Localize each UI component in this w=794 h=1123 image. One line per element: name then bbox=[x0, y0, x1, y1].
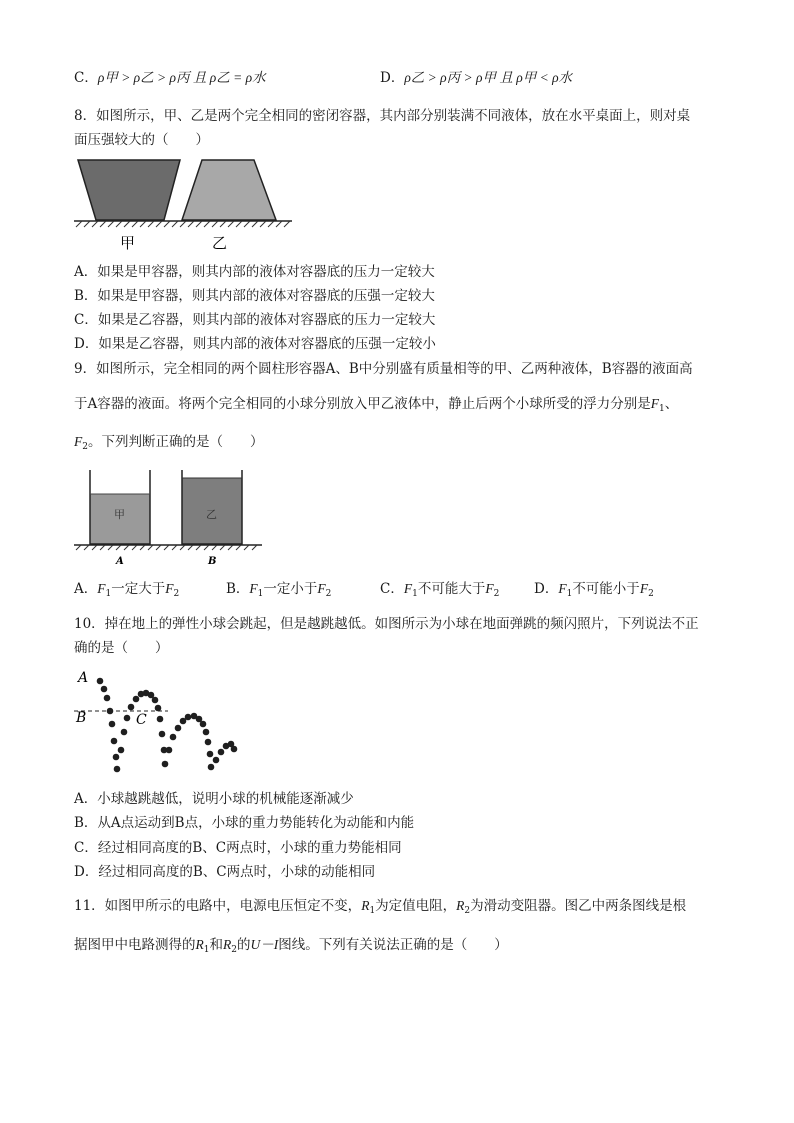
q11-stem-line1-a: 11．如图甲所示的电路中，电源电压恒定不变， bbox=[74, 898, 362, 914]
q9-var-f1: F bbox=[650, 396, 659, 411]
q11-var-r2-sub: 2 bbox=[464, 906, 471, 916]
q11-stem-line1 bbox=[74, 896, 686, 921]
q11-stem-line2-b: 图线。下列有关说法正确的是（ ） bbox=[278, 937, 508, 953]
q9-option-d-sub2: 2 bbox=[648, 589, 654, 599]
q9-stem-line2-text: 于A容器的液面。将两个完全相同的小球分别放入甲乙液体中，静止后两个小球所受的浮力分别是 bbox=[74, 396, 651, 412]
q9-option-d-letter: D． bbox=[534, 581, 559, 597]
q9-var-f2: F bbox=[74, 434, 83, 449]
container-label-b: B bbox=[208, 556, 217, 567]
q9-stem-line1: 9．如图所示，完全相同的两个圆柱形容器A、B中分别盛有质量相等的甲、乙两种液体，B容器的液面高 bbox=[74, 361, 693, 377]
q10-figure bbox=[74, 664, 244, 778]
q7-option-d-letter: D． bbox=[380, 70, 405, 86]
point-label-c: C bbox=[136, 712, 147, 728]
q9-option-a[interactable] bbox=[74, 579, 179, 604]
q10-option-b[interactable]: B．从A点运动到B点，小球的重力势能转化为动能和内能 bbox=[74, 815, 415, 831]
q9-option-a-var2: F bbox=[165, 581, 174, 596]
q11-line2-r1-sub: 1 bbox=[203, 945, 210, 955]
q10-stem-line2: 确的是（ ） bbox=[74, 640, 169, 656]
q9-option-b-sub2: 2 bbox=[325, 589, 332, 599]
point-label-b: B bbox=[76, 710, 87, 726]
q8-figure bbox=[74, 156, 294, 256]
q11-var-r2: R bbox=[456, 898, 465, 913]
q9-option-d-var1: F bbox=[558, 581, 567, 596]
q11-line2-and: 和 bbox=[209, 937, 223, 953]
q9-option-c-sub2: 2 bbox=[493, 589, 500, 599]
q8-stem-line2: 面压强较大的（ ） bbox=[74, 132, 209, 148]
liquid-label-yi: 乙 bbox=[206, 508, 217, 521]
q11-var-r1: R bbox=[361, 898, 370, 913]
point-label-a: A bbox=[78, 670, 89, 686]
q11-line2-r1: R bbox=[195, 937, 204, 952]
q11-stem-line2-a: 据图甲中电路测得的 bbox=[74, 937, 196, 953]
q9-option-a-sub1: 1 bbox=[105, 589, 112, 599]
q11-line2-r2-sub: 2 bbox=[231, 945, 237, 955]
q9-option-d-text: 不可能小于 bbox=[572, 581, 640, 597]
q11-stem-line1-b: 为定值电阻， bbox=[375, 898, 457, 914]
container-jia bbox=[78, 160, 180, 220]
q9-stem-line3 bbox=[74, 432, 263, 457]
q11-line2-ui: U－I bbox=[250, 937, 279, 952]
q8-stem-line1: 8．如图所示，甲、乙是两个完全相同的密闭容器，其内部分别装满不同液体，放在水平桌面上，则对桌 bbox=[74, 108, 691, 124]
q11-var-r1-sub: 1 bbox=[369, 906, 376, 916]
q9-option-a-letter: A． bbox=[74, 581, 98, 597]
liquid-label-jia: 甲 bbox=[114, 508, 125, 521]
label-jia: 甲 bbox=[120, 234, 136, 252]
ball-trajectory bbox=[97, 678, 238, 773]
q9-var-f2-sub: 2 bbox=[82, 442, 88, 452]
q9-stem-line2-tail: 、 bbox=[664, 396, 679, 412]
q11-stem-line1-c: 为滑动变阻器。图乙中两条图线是根 bbox=[470, 898, 687, 914]
q8-option-d[interactable]: D．如果是乙容器，则其内部的液体对容器底的压强一定较小 bbox=[74, 336, 436, 352]
q9-option-c-sub1: 1 bbox=[412, 589, 418, 599]
q9-option-d[interactable] bbox=[534, 579, 654, 604]
q9-option-b-var2: F bbox=[317, 581, 326, 596]
q10-option-c[interactable]: C．经过相同高度的B、C两点时，小球的重力势能相同 bbox=[74, 840, 402, 856]
q11-line2-r2: R bbox=[222, 937, 232, 952]
q9-option-a-var1: F bbox=[97, 581, 106, 596]
q9-option-a-text: 一定大于 bbox=[111, 581, 166, 597]
q7-option-c[interactable] bbox=[74, 68, 266, 88]
q9-option-b-var1: F bbox=[249, 581, 258, 596]
q7-option-c-formula: ρ甲 > ρ乙 > ρ丙 且 ρ乙 = ρ水 bbox=[97, 70, 266, 85]
q9-option-c-letter: C． bbox=[380, 581, 404, 597]
q9-var-f1-sub: 1 bbox=[659, 404, 665, 414]
q9-stem-line3-text: 。下列判断正确的是（ ） bbox=[87, 434, 264, 450]
q8-option-b[interactable]: B．如果是甲容器，则其内部的液体对容器底的压强一定较大 bbox=[74, 288, 435, 304]
q9-option-b-text: 一定小于 bbox=[263, 581, 318, 597]
q9-option-d-sub1: 1 bbox=[566, 589, 573, 599]
q9-option-d-var2: F bbox=[639, 581, 649, 596]
q9-option-a-sub2: 2 bbox=[173, 589, 180, 599]
q7-option-d-formula: ρ乙 > ρ丙 > ρ甲 且 ρ甲 < ρ水 bbox=[404, 70, 573, 85]
q7-option-c-letter: C． bbox=[74, 70, 98, 86]
label-yi: 乙 bbox=[212, 234, 228, 252]
q9-figure bbox=[74, 466, 264, 572]
q10-stem-line1: 10．掉在地上的弹性小球会跳起，但是越跳越低。如图所示为小球在地面弹跳的频闪照片，下列说法不正 bbox=[74, 616, 699, 632]
q9-option-b-sub1: 1 bbox=[257, 589, 264, 599]
q10-option-d[interactable]: D．经过相同高度的B、C两点时，小球的动能相同 bbox=[74, 864, 376, 880]
q9-option-c-var2: F bbox=[485, 581, 494, 596]
table-hatching bbox=[76, 221, 290, 227]
container-label-a: A bbox=[116, 556, 124, 567]
q8-option-a[interactable]: A．如果是甲容器，则其内部的液体对容器底的压力一定较大 bbox=[74, 264, 435, 280]
q9-option-c-var1: F bbox=[403, 581, 413, 596]
q9-stem-line2 bbox=[74, 394, 678, 419]
q7-option-d[interactable] bbox=[380, 68, 572, 88]
q9-option-c[interactable] bbox=[380, 579, 499, 604]
q10-option-a[interactable]: A．小球越跳越低，说明小球的机械能逐渐减少 bbox=[74, 791, 354, 807]
container-yi bbox=[182, 160, 276, 220]
q9-option-c-text: 不可能大于 bbox=[417, 581, 486, 597]
q9-option-b-letter: B． bbox=[226, 581, 250, 597]
q9-option-b[interactable] bbox=[226, 579, 331, 604]
q11-stem-line2 bbox=[74, 935, 508, 960]
q11-line2-of: 的 bbox=[236, 937, 251, 953]
q8-option-c[interactable]: C．如果是乙容器，则其内部的液体对容器底的压力一定较大 bbox=[74, 312, 436, 328]
